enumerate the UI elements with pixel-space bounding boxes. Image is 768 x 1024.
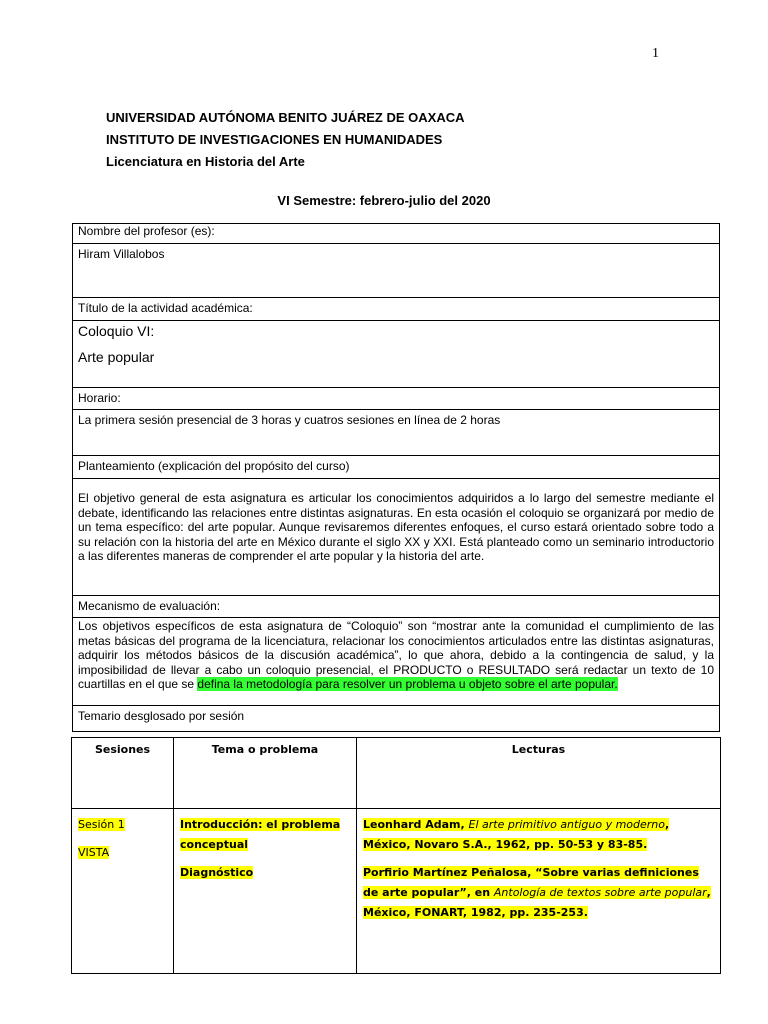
semester-title: VI Semestre: febrero-julio del 2020 (277, 193, 491, 208)
reading-1: Leonhard Adam, El arte primitivo antiguo y moderno, México, Novaro S.A., 1962, pp. 50-53 y 83-85. (363, 818, 670, 851)
schedule-label: Horario: (72, 387, 720, 409)
activity-label: Título de la actividad académica: (72, 297, 720, 320)
evaluation-body: Los objetivos específicos de esta asignatura de “Coloquio” son “mostrar ante la comunidad el cumplimiento de las metas básicas del programa de la licenciatura, relacionar los conocimientos articulados entre las distintas asignaturas, adquirir los métodos básicos de la discusión académica”, lo que ahora, debido a la contingencia de salud, y la imposibilidad de llevar a cabo un coloquio presencial, el PRODUCTO o RESULTADO será redactar un texto de 10 cuartillas en el que se (78, 619, 714, 691)
header-topic: Tema o problema (174, 738, 357, 809)
professor-value: Hiram Villalobos (72, 243, 720, 297)
header-sessions: Sesiones (72, 738, 174, 809)
topic-diagnosis: Diagnóstico (180, 866, 254, 879)
syllabus-label: Temario desglosado por sesión (72, 705, 720, 732)
schedule-value: La primera sesión presencial de 3 horas y cuatros sesiones en línea de 2 horas (72, 409, 720, 455)
session-mode: VISTA (78, 846, 110, 859)
topic-intro: Introducción: el problema conceptual (180, 818, 341, 851)
readings-cell (357, 809, 721, 974)
document-header (106, 110, 464, 176)
table-row (72, 809, 721, 974)
page-number: 1 (652, 46, 659, 61)
evaluation-text (72, 617, 720, 705)
activity-value (72, 320, 720, 387)
evaluation-label: Mecanismo de evaluación: (72, 595, 720, 617)
sessions-table (71, 737, 721, 974)
degree-name: Licenciatura en Historia del Arte (106, 154, 305, 169)
university-name: UNIVERSIDAD AUTÓNOMA BENITO JUÁREZ DE OAXACA (106, 110, 465, 125)
evaluation-highlight: defina la metodología para resolver un problema u objeto sobre el arte popular. (197, 677, 618, 691)
approach-label: Planteamiento (explicación del propósito del curso) (72, 455, 720, 478)
topic-cell (174, 809, 357, 974)
course-form (72, 223, 720, 732)
approach-text: El objetivo general de esta asignatura es articular los conocimientos adquiridos a lo largo del semestre mediante el debate, identificando las relaciones entre distintas asignaturas. En esta ocasión el coloquio se organizará por medio de un tema específico: del arte popular. Aunque revisaremos diferentes enfoques, el curso estará orientado sobre todo a su relación con la historia del arte en México durante el siglo XX y XXI. Está planteado como un seminario introductorio a las diferentes maneras de comprender el arte popular y la historia del arte. (72, 478, 720, 595)
reading-2: Porfirio Martínez Peñalosa, “Sobre varias definiciones de arte popular”, en Antología de textos sobre arte popular, México, FONART, 1982, pp. 235-253. (363, 866, 711, 919)
professor-label: Nombre del profesor (es): (72, 223, 720, 243)
activity-line-2: Arte popular (78, 349, 155, 365)
activity-line-1: Coloquio VI: (78, 323, 155, 339)
header-readings: Lecturas (357, 738, 721, 809)
institute-name: INSTITUTO DE INVESTIGACIONES EN HUMANIDADES (106, 132, 443, 147)
session-cell (72, 809, 174, 974)
session-number: Sesión 1 (78, 818, 125, 831)
table-header-row (72, 738, 721, 809)
